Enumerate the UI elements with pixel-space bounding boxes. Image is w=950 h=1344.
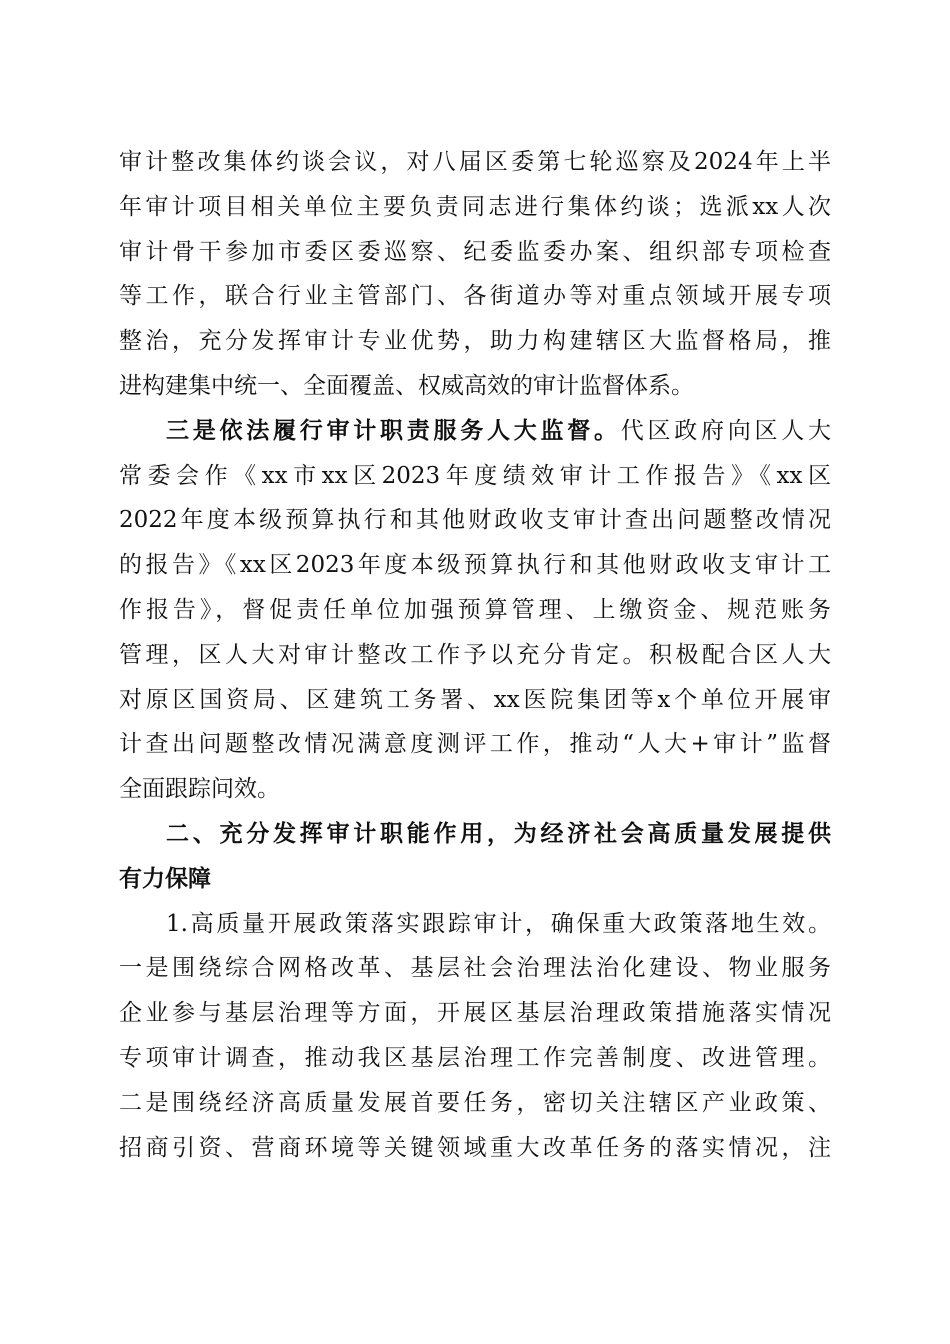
- text-line: 企业参与基层治理等方面，开展区基层治理政策措施落实情况: [119, 1000, 831, 1027]
- paragraph-lead-rest: 代区政府向区人大: [620, 417, 831, 444]
- section-heading-2: [119, 812, 831, 902]
- text-line: 2022年度本级预算执行和其他财政收支审计查出问题整改情况: [119, 507, 831, 534]
- paragraph-lead-sentence: 三是依法履行审计职责服务人大监督。: [166, 416, 621, 444]
- text-line: 招商引资、营商环境等关键领域重大改革任务的落实情况，注: [119, 1134, 831, 1161]
- text-line: 一是围绕综合网格改革、基层社会治理法治化建设、物业服务: [119, 955, 831, 982]
- text-line: 整治，充分发挥审计专业优势，助力构建辖区大监督格局，推: [119, 328, 831, 355]
- text-line: 等工作，联合行业主管部门、各街道办等对重点领域开展专项: [119, 283, 831, 310]
- document-page: [119, 140, 831, 1170]
- text-line: 年审计项目相关单位主要负责同志进行集体约谈；选派xx人次: [119, 193, 831, 220]
- paragraph-policy-tracking-audit: [119, 902, 831, 1171]
- heading-line: 有力保障: [119, 865, 211, 892]
- text-line: 作报告》，督促责任单位加强预算管理、上缴资金、规范账务: [119, 596, 831, 623]
- text-line: 审计骨干参加市委区委巡察、纪委监委办案、组织部专项检查: [119, 238, 831, 265]
- text-line: 计查出问题整改情况满意度测评工作，推动“人大+审计”监督: [119, 731, 831, 758]
- text-line: 审计整改集体约谈会议，对八届区委第七轮巡察及2024年上半: [119, 149, 831, 175]
- text-line: 1.高质量开展政策落实跟踪审计，确保重大政策落地生效。: [166, 910, 831, 937]
- text-line: 专项审计调查，推动我区基层治理工作完善制度、改进管理。: [119, 1044, 831, 1071]
- text-line: 的报告》《xx区2023年度本级预算执行和其他财政收支审计工: [119, 552, 831, 579]
- text-line: [119, 409, 831, 454]
- text-line: 对原区国资局、区建筑工务署、xx医院集团等x个单位开展审: [119, 686, 831, 713]
- text-line: 全面跟踪问效。: [119, 776, 280, 803]
- text-line: 进构建集中统一、全面覆盖、权威高效的审计监督体系。: [119, 372, 694, 399]
- heading-line: 二、充分发挥审计职能作用，为经济社会高质量发展提供: [166, 820, 831, 847]
- text-line: 管理，区人大对审计整改工作予以充分肯定。积极配合区人大: [119, 641, 831, 668]
- text-line: 二是围绕经济高质量发展首要任务，密切关注辖区产业政策、: [119, 1089, 831, 1116]
- paragraph-audit-supervision-system: [119, 140, 831, 409]
- paragraph-npc-supervision: [119, 409, 831, 812]
- text-line: 常委会作《xx市xx区2023年度绩效审计工作报告》《xx区: [119, 462, 831, 489]
